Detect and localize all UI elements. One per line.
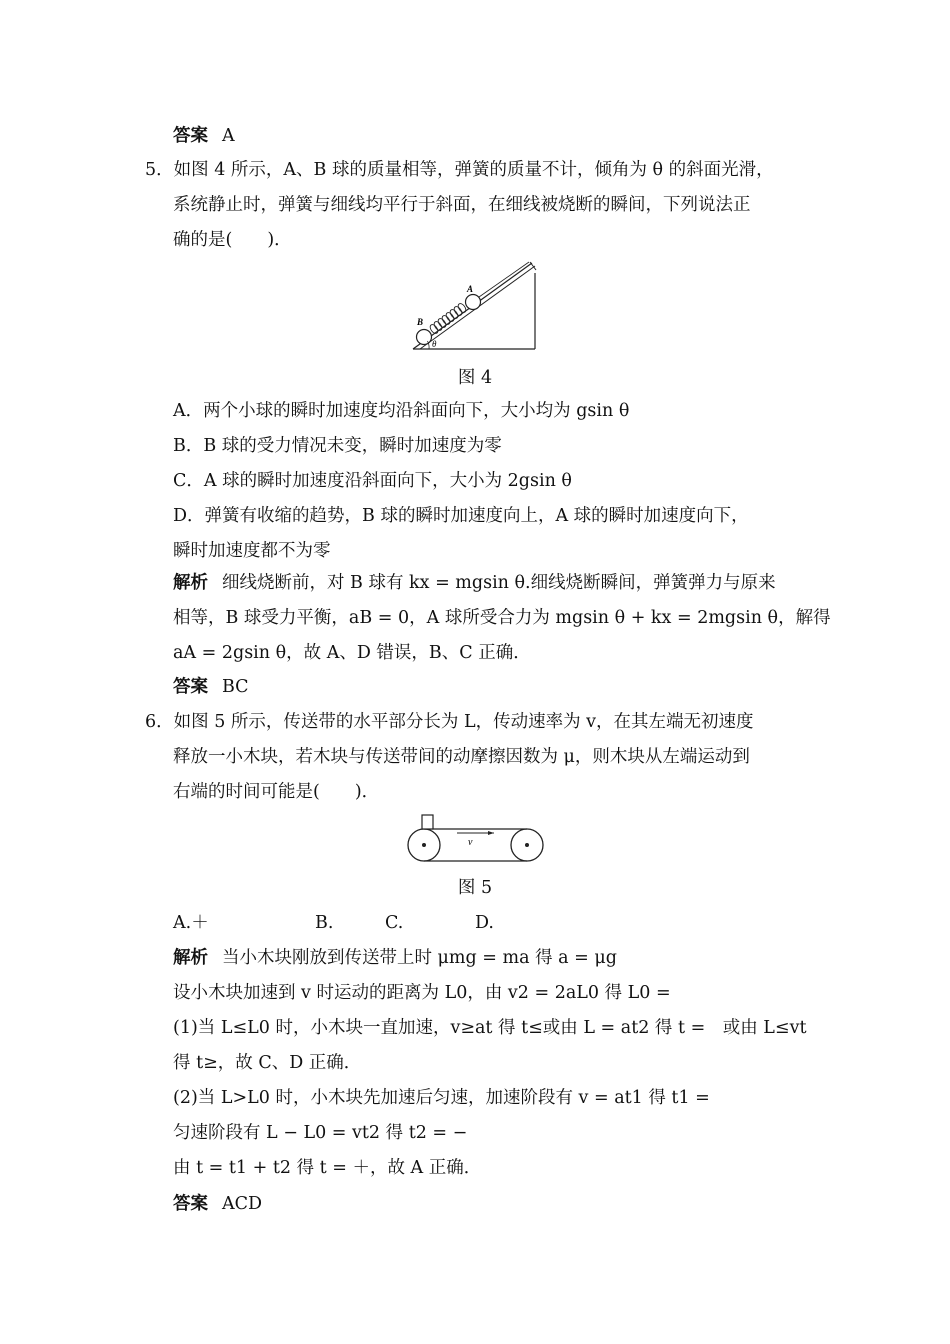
figure5-caption: 图 5 xyxy=(457,878,493,898)
q5-option-d-line2: 瞬时加速度都不为零 xyxy=(173,541,331,561)
figure4-caption: 图 4 xyxy=(457,368,493,388)
wood-block xyxy=(422,815,433,829)
answer-value: BC xyxy=(222,677,249,697)
answer-label: 答案 xyxy=(173,677,208,697)
q6-line1-text: 如图 5 所示，传送带的水平部分长为 L，传动速率为 v，在其左端无初速度 xyxy=(173,712,754,732)
q6-option-b: B. xyxy=(315,913,334,933)
q6-stem-line2: 释放一小木块，若木块与传送带间的动摩擦因数为 μ，则木块从左端运动到 xyxy=(173,747,750,767)
q6-analysis-line7: 由 t = t1 + t2 得 t = ＋，故 A 正确． xyxy=(173,1158,482,1178)
q6-stem-line3: 右端的时间可能是( )． xyxy=(173,782,380,802)
q5-line1-text: 如图 4 所示，A、B 球的质量相等，弹簧的质量不计，倾角为 θ 的斜面光滑， xyxy=(173,160,774,180)
q5-number: 5． xyxy=(145,160,174,180)
label-a: A xyxy=(467,284,474,294)
ball-b xyxy=(417,330,432,345)
q6-stem-line1 xyxy=(145,710,754,734)
q5-stem-line3: 确的是( )． xyxy=(173,230,292,250)
q6-analysis-line2: 设小木块加速到 v 时运动的距离为 L0，由 v2 = 2aL0 得 L0 = xyxy=(173,983,671,1003)
left-pulley-axle xyxy=(422,843,426,847)
q5-option-c: C．A 球的瞬时加速度沿斜面向下，大小为 2gsin θ xyxy=(173,471,572,491)
analysis-text: 细线烧断前，对 B 球有 kx = mgsin θ.细线烧断瞬间，弹簧弹力与原来 xyxy=(222,573,776,593)
incline-figure xyxy=(405,258,545,358)
analysis-text: 当小木块刚放到传送带上时 μmg = ma 得 a = μg xyxy=(222,948,617,968)
label-b: B xyxy=(417,317,424,327)
q5-option-d-line1: D．弹簧有收缩的趋势，B 球的瞬时加速度向上，A 球的瞬时加速度向下， xyxy=(173,506,749,526)
q6-options xyxy=(173,911,494,935)
right-pulley-axle xyxy=(525,843,529,847)
q5-analysis-line1 xyxy=(173,571,776,595)
q5-analysis-line2: 相等，B 球受力平衡，aB = 0，A 球所受合力为 mgsin θ + kx = 2mgsin θ，解得 xyxy=(173,608,831,628)
q5-analysis-line3: aA = 2gsin θ，故 A、D 错误，B、C 正确． xyxy=(173,643,531,663)
q6-analysis-line4: 得 t≥，故 C、D 正确． xyxy=(173,1053,362,1073)
q5-stem-line2: 系统静止时，弹簧与细线均平行于斜面，在细线被烧断的瞬间，下列说法正 xyxy=(173,195,751,215)
q6-analysis-line6: 匀速阶段有 L − L0 = vt2 得 t2 = − xyxy=(173,1123,468,1143)
label-theta: θ xyxy=(432,339,437,349)
answer-label: 答案 xyxy=(173,1194,208,1214)
q6-answer xyxy=(173,1192,262,1216)
q6-analysis-line3: (1)当 L≤L0 时，小木块一直加速，v≥at 得 t≤或由 L = at2 得 t = 或由 L≤vt xyxy=(173,1018,807,1038)
q5-option-a: A．两个小球的瞬时加速度均沿斜面向下，大小均为 gsin θ xyxy=(173,401,630,421)
answer-value: A xyxy=(222,126,235,146)
q6-analysis-line1 xyxy=(173,946,617,970)
answer-value: ACD xyxy=(222,1194,263,1214)
label-v: v xyxy=(468,837,473,848)
q5-stem-line1 xyxy=(145,158,774,182)
q6-analysis-line5: (2)当 L>L0 时，小木块先加速后匀速，加速阶段有 v = at1 得 t1 = xyxy=(173,1088,710,1108)
q6-number: 6． xyxy=(145,712,174,732)
q6-option-a: A.＋ xyxy=(173,913,209,933)
conveyor-figure xyxy=(400,812,550,868)
analysis-label: 解析 xyxy=(173,948,208,968)
q5-option-b: B．B 球的受力情况未变，瞬时加速度为零 xyxy=(173,436,502,456)
q5-answer xyxy=(173,675,249,699)
q6-option-c: C. xyxy=(385,913,404,933)
arrow-head xyxy=(488,831,494,835)
q6-option-d: D. xyxy=(475,913,494,933)
analysis-label: 解析 xyxy=(173,573,208,593)
ball-a xyxy=(466,295,481,310)
answer-label: 答案 xyxy=(173,126,208,146)
prev-answer xyxy=(173,124,235,148)
thread xyxy=(479,262,529,297)
